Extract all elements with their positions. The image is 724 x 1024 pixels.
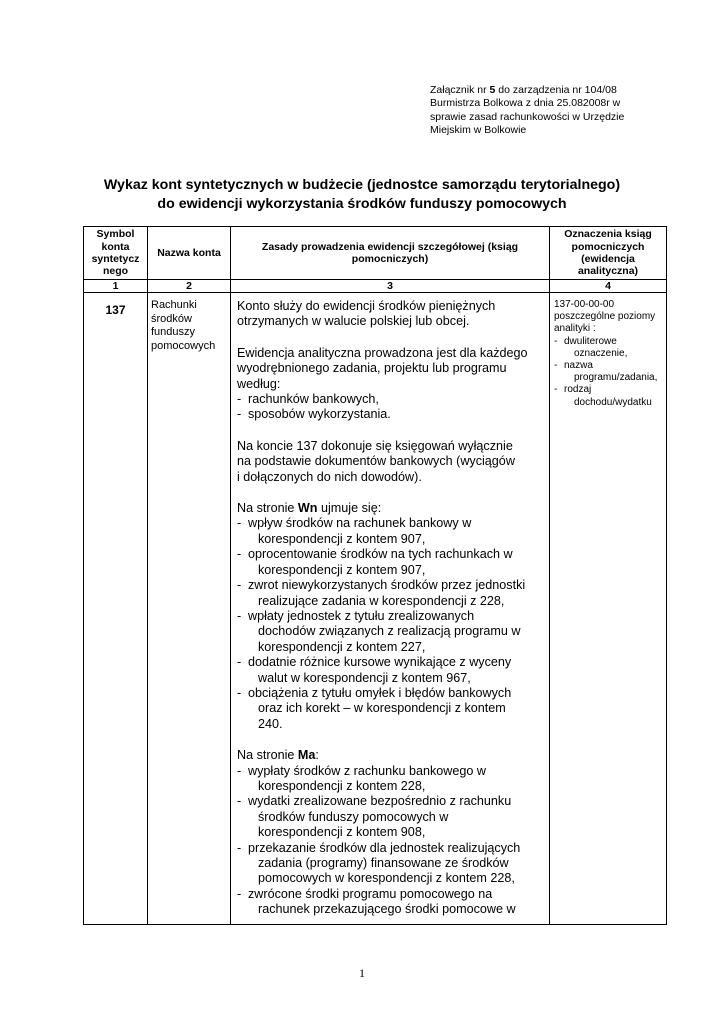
list-item: - wpłaty jednostek z tytułu zrealizowanych dochodów związanych z realizacją programu w korespondencji z kontem 227, [237,608,521,654]
account-name: Rachunki środków funduszy pomocowych [148,293,231,925]
table-row [84,293,667,925]
column-number: 3 [231,280,550,293]
rules-basis: Na koncie 137 dokonuje się księgowań wyłącznie na podstawie dokumentów bankowych (wyciągów i dołączonych do nich dowodów). [237,438,515,484]
account-symbol: 137 [84,293,148,925]
list-item: - sposobów wykorzystania. [237,407,391,422]
annex-number: 5 [489,84,496,96]
list-item: - dodatnie różnice kursowe wynikające z wyceny walut w korespondencji z kontem 967, [237,655,512,685]
document-title: Wykaz kont syntetycznych w budżecie (jednostce samorządu terytorialnego) do ewidencji wykorzystania środków funduszy pomocowych [103,177,621,212]
account-rules [231,293,550,925]
rules-purpose: Konto służy do ewidencji środków pieniężnych otrzymanych w walucie polskiej lub obcej. [237,299,496,329]
list-item: - zwrócone środki programu pomocowego na rachunek przekazującego środki pomocowe w [237,886,516,917]
list-item: - wypłaty środków z rachunku bankowego w korespondencji z kontem 228, [237,763,487,793]
page-number: 1 [359,966,365,980]
debit-side-list [237,516,545,732]
credit-side-heading: Na stronie Ma: [237,748,319,763]
annex-note: Załącznik nr 5 do zarządzenia nr 104/08 Burmistrza Bolkowa z dnia 25.082008r w sprawie zasad rachunkowości w Urzędzie Miejskim w Bolkowie [430,84,625,136]
header-analytics: Oznaczenia ksiąg pomocniczych (ewidencja analityczna) [550,227,667,280]
column-number: 4 [550,280,667,293]
analytics-designation: 137-00-00-00 poszczególne poziomy analityki : - dwuliterowe oznaczenie, - nazwa programu/zadania, - rodzaj dochodu/wydatku [550,293,667,925]
credit-side-list [237,764,545,918]
list-item: - wpływ środków na rachunek bankowy w korespondencji z kontem 907, [237,516,472,546]
accounts-table [83,226,667,925]
list-item: - oprocentowanie środków na tych rachunkach w korespondencji z kontem 907, [237,547,513,577]
column-number-row [84,280,667,293]
list-item: - rodzaj dochodu/wydatku [554,384,652,408]
list-item: - nazwa programu/zadania, [554,360,658,384]
rules-analytics-list [237,392,545,423]
list-item: - wydatki zrealizowane bezpośrednio z rachunku środków funduszy pomocowych w korespondencji z kontem 908, [237,794,512,840]
list-item: - rachunków bankowych, [237,392,379,407]
debit-side-heading: Na stronie Wn ujmuje się: [237,501,382,516]
header-name: Nazwa konta [148,227,231,280]
header-rules: Zasady prowadzenia ewidencji szczegółowej (ksiąg pomocniczych) [231,227,550,280]
header-symbol: Symbol konta syntetycz nego [84,227,148,280]
list-item: - dwuliterowe oznaczenie, [554,335,628,359]
list-item: - przekazanie środków dla jednostek realizujących zadania (programy) finansowane ze środków pomocowych w korespondencji z kontem 228, [237,840,521,886]
header-row [84,227,667,280]
column-number: 1 [84,280,148,293]
analytics-list [554,336,662,409]
column-number: 2 [148,280,231,293]
rules-analytics: Ewidencja analityczna prowadzona jest dla każdego wyodrębnionego zadania, projektu lub programu według: [237,345,528,391]
list-item: - zwrot niewykorzystanych środków przez jednostki realizujące zadania w korespondencji z 228, [237,578,526,608]
list-item: - obciążenia z tytułu omyłek i błędów bankowych oraz ich korekt – w korespondencji z kontem 240. [237,685,512,731]
